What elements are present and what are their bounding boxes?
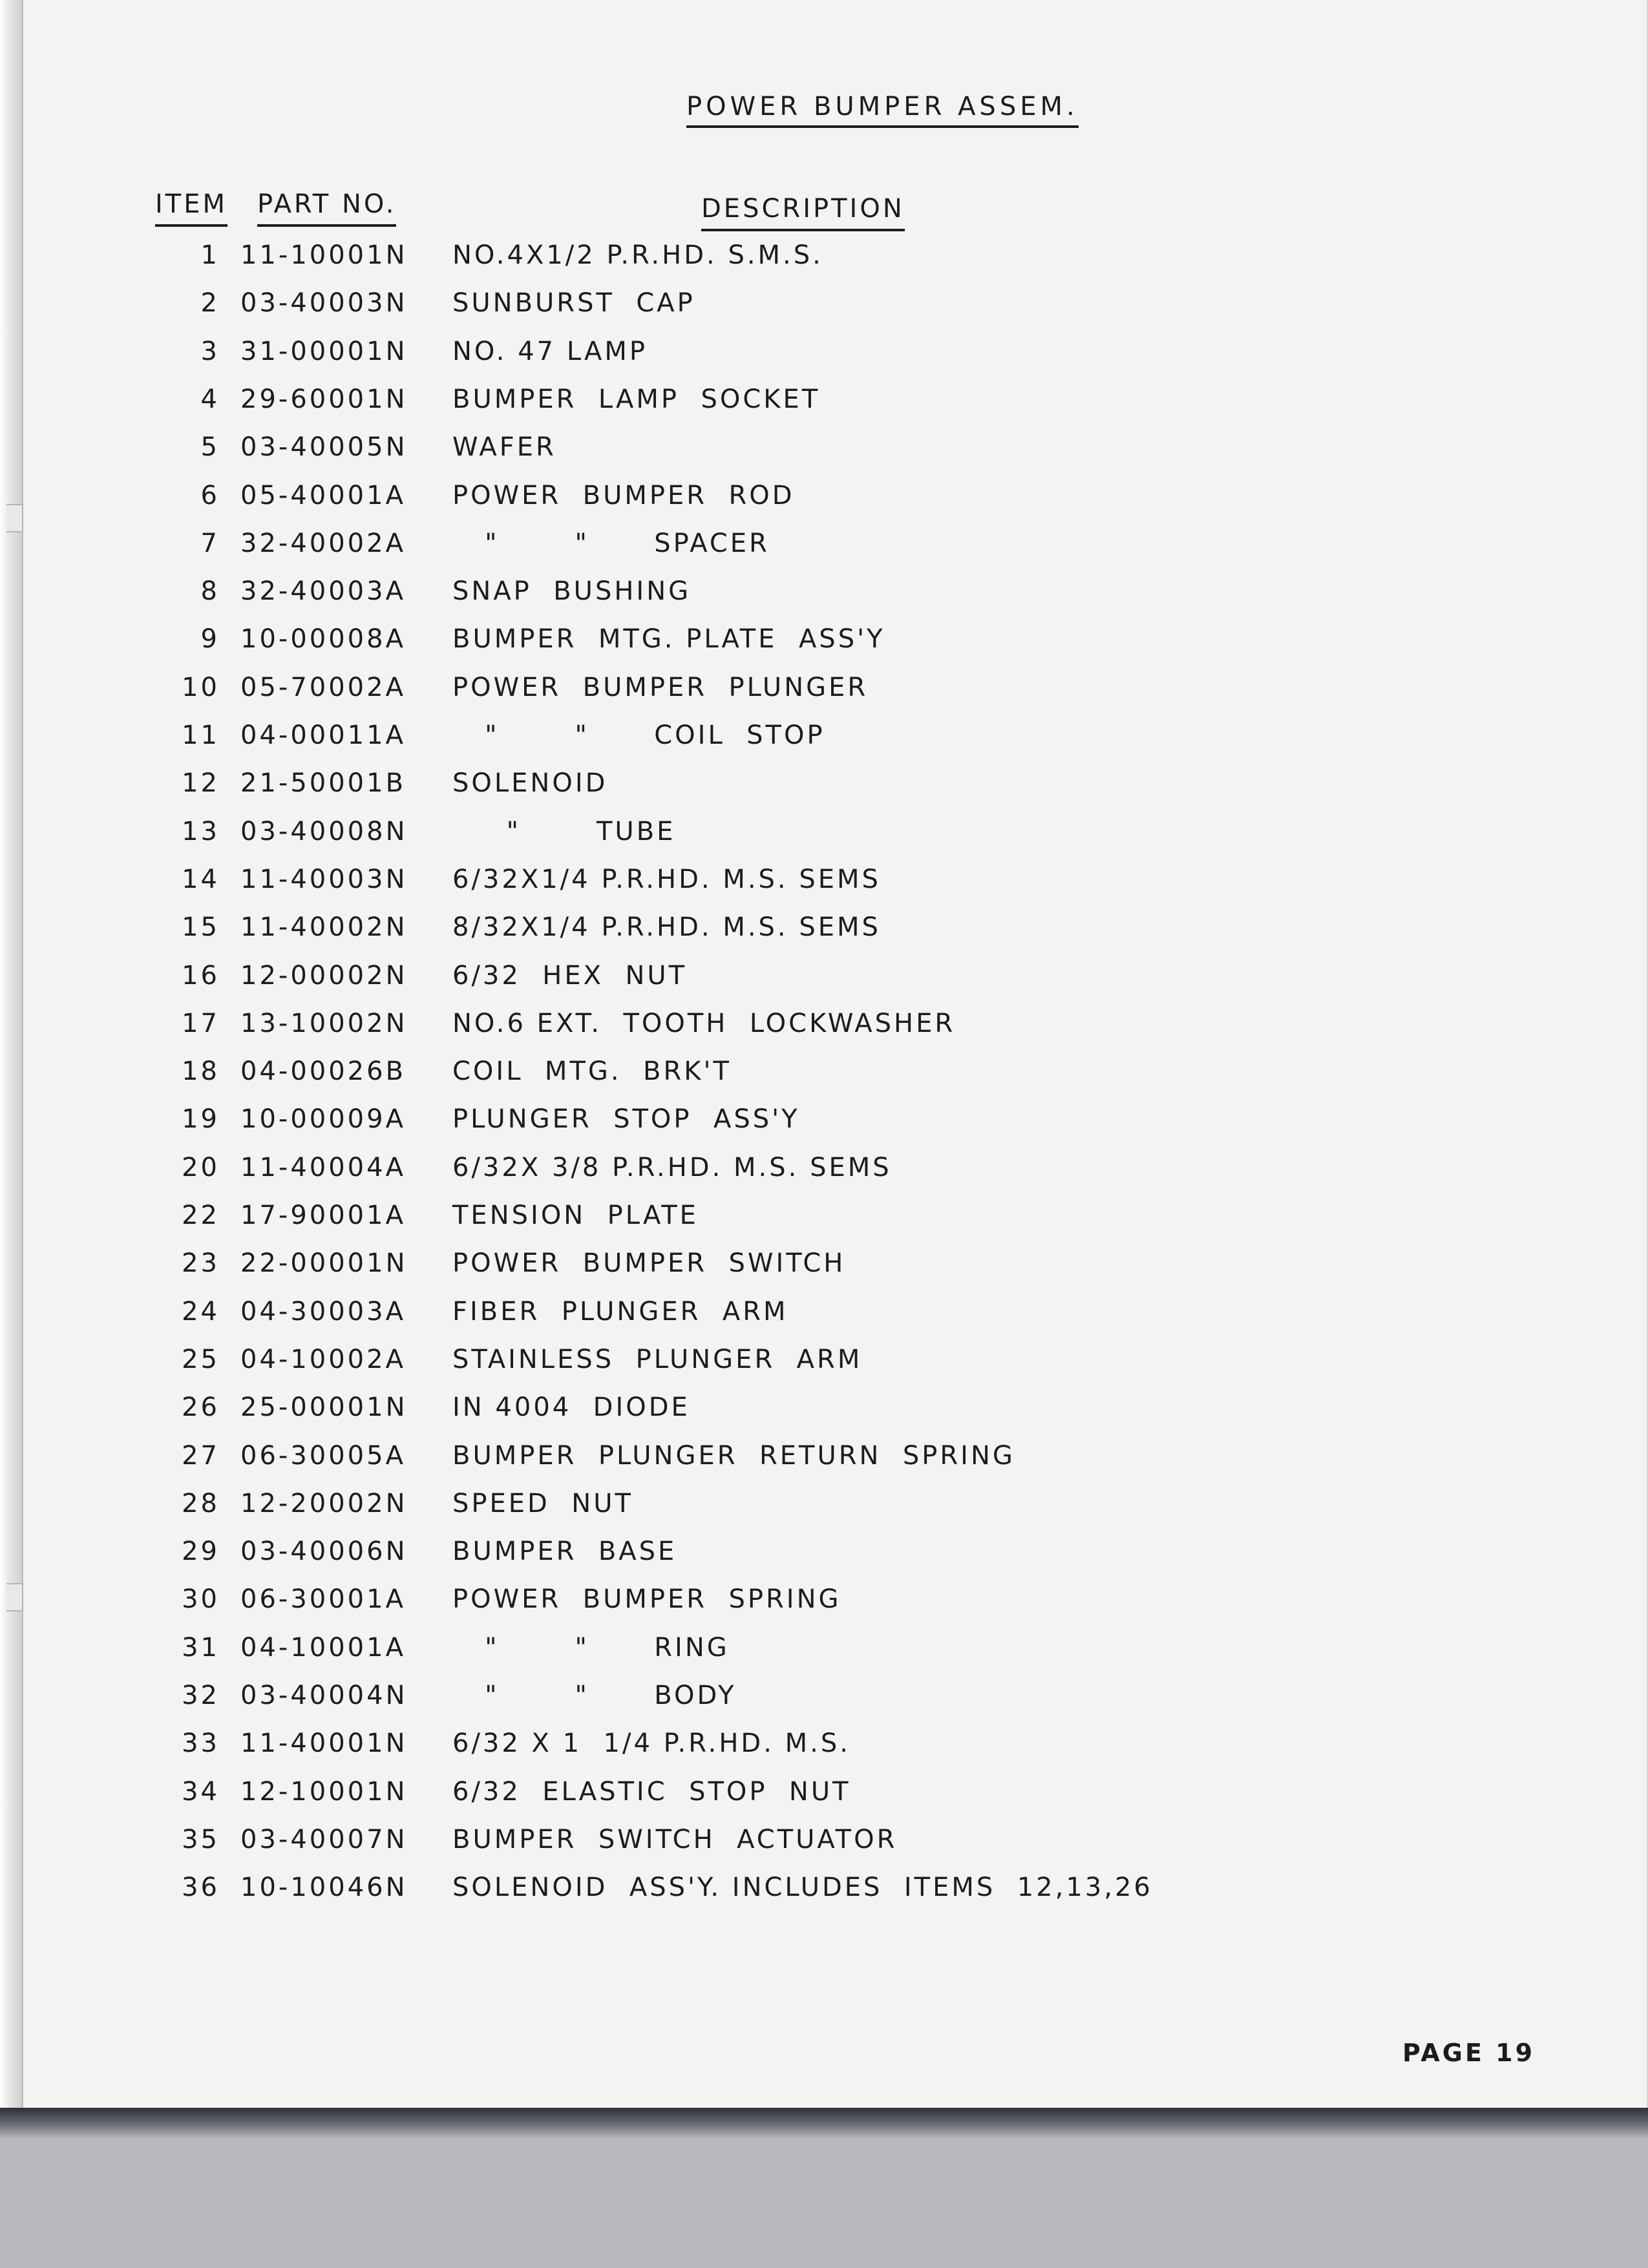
part-number: 05-70002A bbox=[240, 673, 406, 702]
table-row bbox=[0, 288, 1648, 335]
part-description: SOLENOID bbox=[452, 768, 608, 798]
table-row bbox=[0, 1153, 1648, 1199]
part-number: 03-40007N bbox=[240, 1825, 408, 1854]
item-number: 18 bbox=[182, 1056, 220, 1086]
part-description: SNAP BUSHING bbox=[452, 576, 692, 606]
part-number: 03-40003N bbox=[240, 288, 408, 318]
column-header-item: ITEM bbox=[155, 189, 227, 227]
part-description: COIL MTG. BRK'T bbox=[452, 1056, 732, 1086]
part-number: 21-50001B bbox=[240, 768, 407, 798]
item-number: 8 bbox=[200, 576, 220, 606]
table-row bbox=[0, 1248, 1648, 1295]
column-header-part-no: PART NO. bbox=[257, 189, 396, 227]
item-number: 10 bbox=[182, 673, 220, 702]
item-number: 17 bbox=[182, 1009, 220, 1038]
part-number: 03-40008N bbox=[240, 817, 408, 846]
part-number: 04-10002A bbox=[240, 1345, 406, 1374]
part-number: 11-40001N bbox=[240, 1728, 408, 1758]
part-number: 03-40006N bbox=[240, 1537, 408, 1566]
item-number: 13 bbox=[182, 817, 220, 846]
table-row bbox=[0, 1633, 1648, 1679]
table-row bbox=[0, 1297, 1648, 1343]
part-number: 06-30005A bbox=[240, 1441, 406, 1471]
part-number: 32-40002A bbox=[240, 529, 406, 558]
part-number: 11-40002N bbox=[240, 912, 408, 942]
part-description: 6/32 X 1 1/4 P.R.HD. M.S. bbox=[452, 1728, 850, 1758]
table-row bbox=[0, 432, 1648, 479]
table-row bbox=[0, 720, 1648, 767]
part-description: FIBER PLUNGER ARM bbox=[452, 1297, 788, 1327]
item-number: 14 bbox=[182, 865, 220, 894]
part-description: SOLENOID ASS'Y. INCLUDES ITEMS 12,13,26 bbox=[452, 1873, 1153, 1902]
table-row bbox=[0, 576, 1648, 623]
table-row bbox=[0, 1441, 1648, 1487]
table-row bbox=[0, 529, 1648, 575]
table-row bbox=[0, 481, 1648, 527]
table-row bbox=[0, 817, 1648, 863]
part-number: 13-10002N bbox=[240, 1009, 408, 1038]
part-description: POWER BUMPER PLUNGER bbox=[452, 673, 869, 702]
table-row bbox=[0, 1009, 1648, 1055]
item-number: 22 bbox=[182, 1201, 220, 1230]
part-number: 03-40005N bbox=[240, 432, 408, 462]
part-description: WAFER bbox=[452, 432, 556, 462]
part-number: 04-10001A bbox=[240, 1633, 406, 1663]
part-number: 04-00011A bbox=[240, 720, 406, 750]
part-description: NO. 47 LAMP bbox=[452, 337, 648, 366]
part-description: 6/32X 3/8 P.R.HD. M.S. SEMS bbox=[452, 1153, 892, 1182]
part-description: " " RING bbox=[452, 1633, 730, 1663]
part-description: IN 4004 DIODE bbox=[452, 1392, 690, 1422]
table-row bbox=[0, 768, 1648, 815]
item-number: 4 bbox=[200, 384, 220, 414]
part-number: 31-00001N bbox=[240, 337, 408, 366]
part-number: 11-40004A bbox=[240, 1153, 406, 1182]
item-number: 5 bbox=[200, 432, 220, 462]
part-number: 22-00001N bbox=[240, 1248, 408, 1278]
part-description: " " COIL STOP bbox=[452, 720, 825, 750]
part-description: STAINLESS PLUNGER ARM bbox=[452, 1345, 863, 1374]
table-row bbox=[0, 1489, 1648, 1535]
item-number: 25 bbox=[182, 1345, 220, 1374]
part-number: 03-40004N bbox=[240, 1681, 408, 1710]
table-row bbox=[0, 1392, 1648, 1439]
item-number: 29 bbox=[182, 1537, 220, 1566]
part-description: NO.4X1/2 P.R.HD. S.M.S. bbox=[452, 240, 823, 270]
part-description: " TUBE bbox=[452, 817, 676, 846]
part-description: SUNBURST CAP bbox=[452, 288, 695, 318]
table-row bbox=[0, 1681, 1648, 1727]
part-description: TENSION PLATE bbox=[452, 1201, 699, 1230]
table-row bbox=[0, 337, 1648, 383]
item-number: 30 bbox=[182, 1584, 220, 1614]
part-number: 05-40001A bbox=[240, 481, 406, 510]
page-title: POWER BUMPER ASSEM. bbox=[686, 92, 1079, 128]
part-number: 04-30003A bbox=[240, 1297, 406, 1327]
page-number: PAGE 19 bbox=[1402, 2039, 1536, 2067]
part-number: 12-20002N bbox=[240, 1489, 408, 1518]
table-row bbox=[0, 1728, 1648, 1775]
table-row bbox=[0, 1825, 1648, 1871]
item-number: 7 bbox=[200, 529, 220, 558]
table-row bbox=[0, 1777, 1648, 1823]
item-number: 12 bbox=[182, 768, 220, 798]
table-row bbox=[0, 1104, 1648, 1151]
item-number: 9 bbox=[200, 624, 220, 654]
part-description: 8/32X1/4 P.R.HD. M.S. SEMS bbox=[452, 912, 881, 942]
table-row bbox=[0, 912, 1648, 959]
table-row bbox=[0, 384, 1648, 431]
item-number: 23 bbox=[182, 1248, 220, 1278]
part-description: BUMPER PLUNGER RETURN SPRING bbox=[452, 1441, 1015, 1471]
part-number: 29-60001N bbox=[240, 384, 408, 414]
table-row bbox=[0, 1537, 1648, 1583]
item-number: 28 bbox=[182, 1489, 220, 1518]
item-number: 36 bbox=[182, 1873, 220, 1902]
part-number: 11-40003N bbox=[240, 865, 408, 894]
part-description: POWER BUMPER SWITCH bbox=[452, 1248, 846, 1278]
part-number: 17-90001A bbox=[240, 1201, 406, 1230]
table-row bbox=[0, 1345, 1648, 1391]
item-number: 16 bbox=[182, 961, 220, 991]
table-row bbox=[0, 673, 1648, 719]
item-number: 35 bbox=[182, 1825, 220, 1854]
part-number: 10-10046N bbox=[240, 1873, 408, 1902]
item-number: 15 bbox=[182, 912, 220, 942]
table-row bbox=[0, 1584, 1648, 1631]
part-number: 11-10001N bbox=[240, 240, 408, 270]
table-row bbox=[0, 624, 1648, 671]
item-number: 6 bbox=[200, 481, 220, 510]
part-description: POWER BUMPER ROD bbox=[452, 481, 795, 510]
part-description: NO.6 EXT. TOOTH LOCKWASHER bbox=[452, 1009, 956, 1038]
part-description: PLUNGER STOP ASS'Y bbox=[452, 1104, 800, 1134]
part-number: 04-00026B bbox=[240, 1056, 407, 1086]
scanner-bed-edge bbox=[0, 2108, 1648, 2139]
item-number: 31 bbox=[182, 1633, 220, 1663]
table-row bbox=[0, 865, 1648, 911]
part-number: 12-10001N bbox=[240, 1777, 408, 1807]
item-number: 2 bbox=[200, 288, 220, 318]
part-description: " " SPACER bbox=[452, 529, 770, 558]
item-number: 24 bbox=[182, 1297, 220, 1327]
part-number: 10-00008A bbox=[240, 624, 406, 654]
item-number: 33 bbox=[182, 1728, 220, 1758]
part-description: BUMPER LAMP SOCKET bbox=[452, 384, 821, 414]
part-description: SPEED NUT bbox=[452, 1489, 633, 1518]
item-number: 20 bbox=[182, 1153, 220, 1182]
part-number: 12-00002N bbox=[240, 961, 408, 991]
part-description: BUMPER SWITCH ACTUATOR bbox=[452, 1825, 898, 1854]
part-description: " " BODY bbox=[452, 1681, 737, 1710]
part-description: 6/32 HEX NUT bbox=[452, 961, 688, 991]
item-number: 32 bbox=[182, 1681, 220, 1710]
part-number: 06-30001A bbox=[240, 1584, 406, 1614]
part-number: 32-40003A bbox=[240, 576, 406, 606]
item-number: 26 bbox=[182, 1392, 220, 1422]
item-number: 1 bbox=[200, 240, 220, 270]
item-number: 3 bbox=[200, 337, 220, 366]
table-row bbox=[0, 1056, 1648, 1103]
table-row bbox=[0, 1873, 1648, 1919]
item-number: 27 bbox=[182, 1441, 220, 1471]
part-number: 10-00009A bbox=[240, 1104, 406, 1134]
item-number: 19 bbox=[182, 1104, 220, 1134]
table-row bbox=[0, 240, 1648, 287]
part-description: BUMPER BASE bbox=[452, 1537, 677, 1566]
part-description: 6/32X1/4 P.R.HD. M.S. SEMS bbox=[452, 865, 881, 894]
table-row bbox=[0, 961, 1648, 1007]
part-number: 25-00001N bbox=[240, 1392, 408, 1422]
table-row bbox=[0, 1201, 1648, 1247]
part-description: POWER BUMPER SPRING bbox=[452, 1584, 841, 1614]
item-number: 34 bbox=[182, 1777, 220, 1807]
part-description: BUMPER MTG. PLATE ASS'Y bbox=[452, 624, 885, 654]
item-number: 11 bbox=[182, 720, 220, 750]
part-description: 6/32 ELASTIC STOP NUT bbox=[452, 1777, 851, 1807]
column-header-description: DESCRIPTION bbox=[701, 194, 905, 231]
